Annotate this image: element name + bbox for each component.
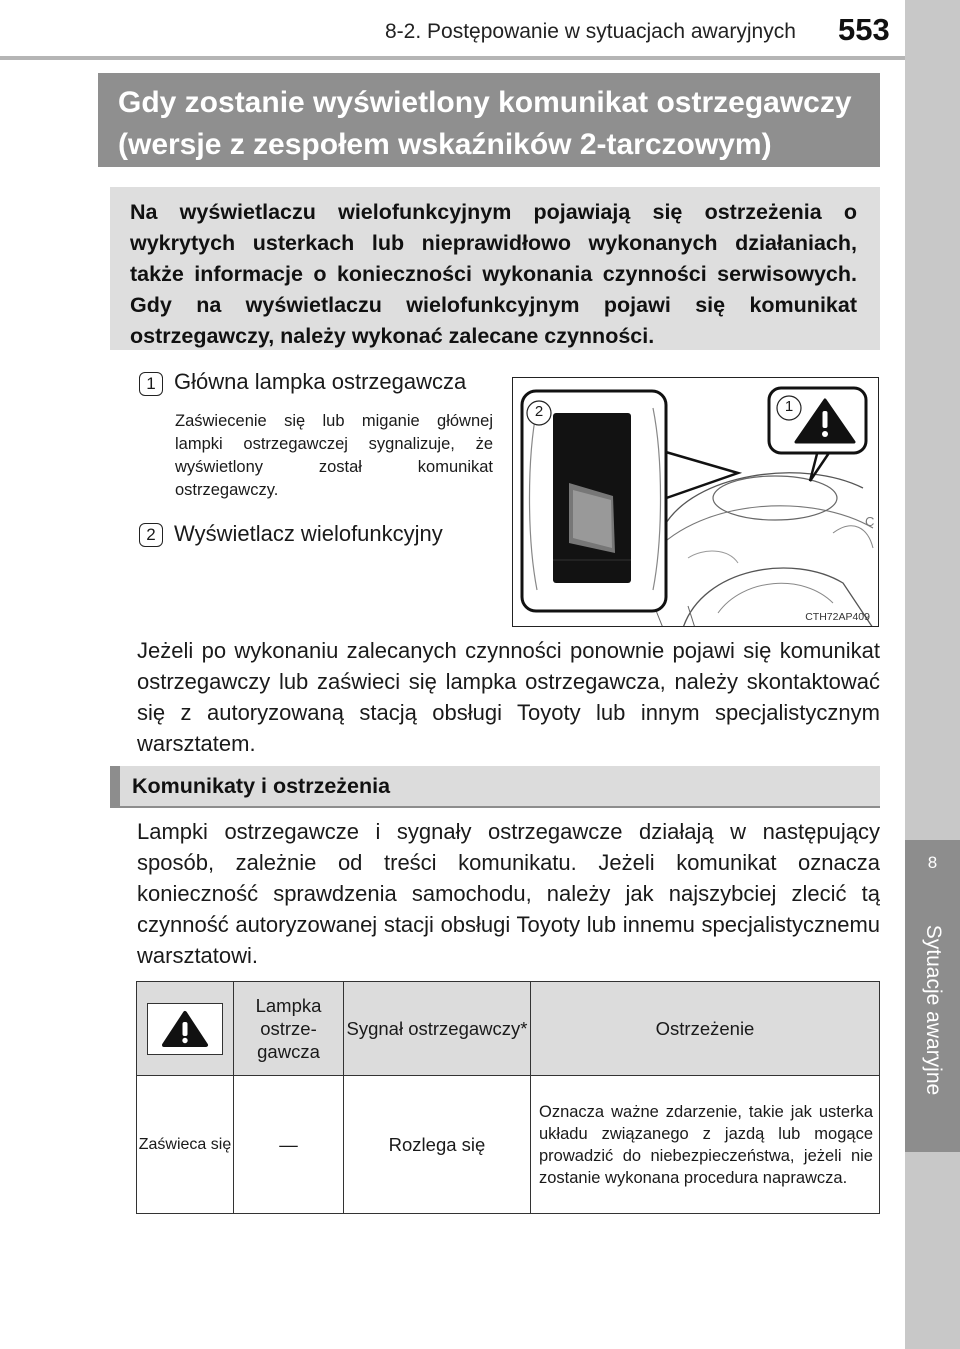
callout-number-2: 2	[139, 523, 163, 547]
callout-number-1: 1	[139, 372, 163, 396]
warning-triangle-icon	[147, 1003, 223, 1055]
table-row	[137, 1076, 880, 1214]
chapter-number: 8	[927, 853, 938, 872]
body-paragraph-1: Jeżeli po wykonaniu zalecanych czynności ponownie pojawi się komunikat ostrzegawczy lub zaświeci się lampka ostrzegawcza, należy skontaktować się z autoryzowaną stacją obsługi Toyoty lub innym specjalistycznym warsztatem.	[137, 638, 880, 756]
subsection-rule	[110, 806, 880, 808]
callout-title-2: Wyświetlacz wielofunkcyjny	[174, 521, 443, 546]
table-cell-sound: Rozlega się	[344, 1076, 531, 1214]
callout-title-1: Główna lampka ostrzegawcza	[174, 369, 467, 394]
table-cell-signal: —	[234, 1076, 344, 1214]
table-cell-warning: Oznacza ważne zdarzenie, takie jak usterka układu związanego z jazdą lub mogące prowadzić do niebezpieczeństwa, jeżeli nie zostanie wykonana procedura naprawcza.	[531, 1076, 880, 1214]
figure-label-1: 1	[784, 398, 794, 415]
table-header-lamp: Lampka ostrze- gawcza	[234, 982, 344, 1076]
running-header: 8-2. Postępowanie w sytuacjach awaryjnych	[385, 20, 796, 43]
figure-label-2: 2	[534, 403, 544, 420]
instrument-cluster-illustration	[512, 377, 879, 627]
figure-code: CTH72AP409	[805, 611, 870, 623]
warning-table	[136, 981, 880, 1214]
header-rule	[0, 56, 905, 60]
table-icon-cell	[137, 982, 234, 1076]
callout-description-1: Zaświecenie się lub miganie głównej lampki ostrzegawczej sygnalizuje, że wyświetlony został komunikat ostrzegawczy.	[175, 412, 493, 499]
dashboard-drawing	[513, 378, 879, 627]
body-paragraph-2: Lampki ostrzegawcze i sygnały ostrzegawcze działają w następujący sposób, zależnie od treści komunikatu. Jeżeli komunikat oznacza konieczność sprawdzenia samochodu, należy jak najszybciej zlecić tą czynność autoryzowanej stacji obsługi Toyoty lub innemu specjalistycznemu warsztatowi.	[137, 819, 880, 968]
table-header-warning: Ostrzeżenie	[531, 982, 880, 1076]
intro-text: Na wyświetlaczu wielofunkcyjnym pojawiają się ostrzeżenia o wykrytych usterkach lub nieprawidłowo wykonanych działaniach, także informacje o konieczności wykonania czynności serwisowych. Gdy na wyświetlaczu wielofunkcyjnym pojawi się komunikat ostrzegawczy, należy wykonać zalecane czynności.	[130, 200, 857, 348]
chapter-title: Sytuacje awaryjne	[922, 924, 945, 1096]
section-title: Gdy zostanie wyświetlony komunikat ostrzegawczy (wersje z zespołem wskaźników 2-tarczowym)	[118, 86, 852, 161]
page-number: 553	[838, 12, 890, 47]
subsection-title: Komunikaty i ostrzeżenia	[132, 774, 391, 798]
svg-text:C: C	[865, 514, 875, 529]
table-header-row	[137, 982, 880, 1076]
table-header-signal: Sygnał ostrzegawczy*	[344, 982, 531, 1076]
table-cell-lamp: Zaświeca się	[137, 1076, 234, 1214]
